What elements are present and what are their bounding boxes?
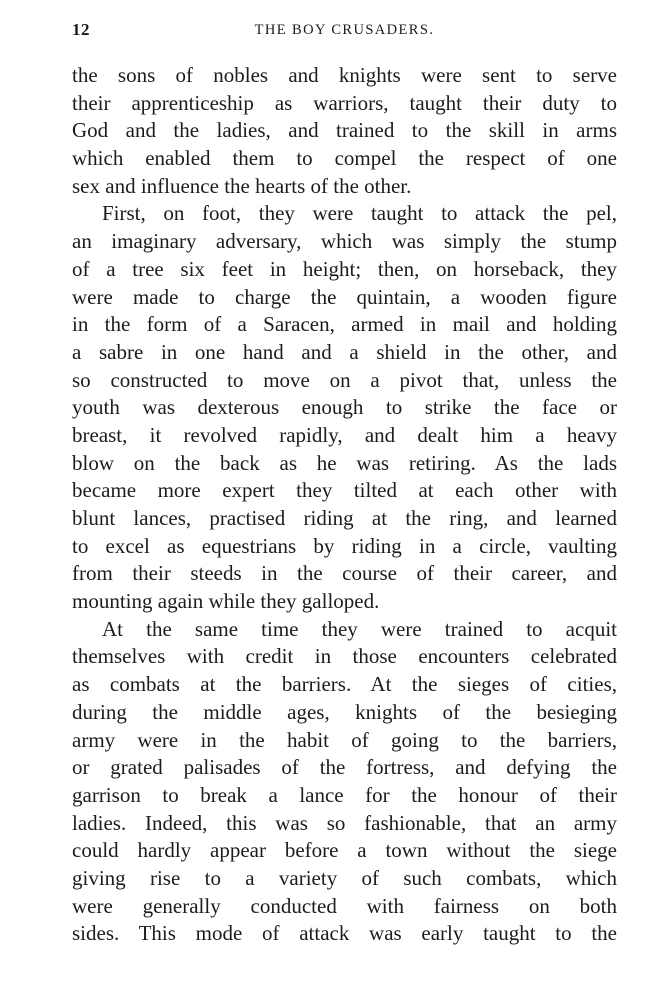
text-line: At the same time they were trained to acquit <box>102 616 617 641</box>
text-line: of a tree six feet in height; then, on horseback, they <box>72 256 617 281</box>
text-line: were made to charge the quintain, a wooden figure <box>72 284 617 309</box>
running-head <box>72 20 617 44</box>
text-line: in the form of a Saracen, armed in mail and holding <box>72 312 617 337</box>
text-line: to excel as equestrians by riding in a circle, vaulting <box>72 533 617 558</box>
text-line: giving rise to a variety of such combats, which <box>72 865 617 890</box>
text-line: ladies. Indeed, this was so fashionable, that an army <box>72 810 617 835</box>
text-line: an imaginary adversary, which was simply the stump <box>72 229 617 254</box>
text-line: mounting again while they galloped. <box>72 589 380 614</box>
text-line: which enabled them to compel the respect of one <box>72 146 617 171</box>
text-line: youth was dexterous enough to strike the face or <box>72 395 617 420</box>
text-line: as combats at the barriers. At the sieges of cities, <box>72 672 617 697</box>
text-line: became more expert they tilted at each other with <box>72 478 617 503</box>
text-line: army were in the habit of going to the barriers, <box>72 727 617 752</box>
text-line: during the middle ages, knights of the besieging <box>72 699 617 724</box>
text-line: their apprenticeship as warriors, taught their duty to <box>72 90 617 115</box>
text-line: garrison to break a lance for the honour of their <box>72 782 617 807</box>
text-line: the sons of nobles and knights were sent to serve <box>72 63 617 87</box>
text-line: were generally conducted with fairness on both <box>72 893 617 918</box>
text-line: breast, it revolved rapidly, and dealt him a heavy <box>72 422 617 447</box>
text-line: themselves with credit in those encounters celebrated <box>72 644 617 669</box>
text-line: or grated palisades of the fortress, and defying the <box>72 755 617 780</box>
text-line: so constructed to move on a pivot that, unless the <box>72 367 617 392</box>
text-line: God and the ladies, and trained to the skill in arms <box>72 118 617 143</box>
body-text <box>72 62 617 948</box>
running-title: THE BOY CRUSADERS. <box>254 22 435 38</box>
text-line: could hardly appear before a town without the siege <box>72 838 617 863</box>
text-line: blow on the back as he was retiring. As the lads <box>72 450 617 475</box>
text-line: a sabre in one hand and a shield in the other, and <box>72 339 617 364</box>
page-number: 12 <box>72 20 90 39</box>
text-line: blunt lances, practised riding at the ring, and learned <box>72 506 617 530</box>
text-line: First, on foot, they were taught to attack the pel, <box>102 201 617 226</box>
text-line: sides. This mode of attack was early taught to the <box>72 921 617 946</box>
text-line: sex and influence the hearts of the other. <box>72 173 412 198</box>
text-line: from their steeds in the course of their career, and <box>72 561 617 586</box>
